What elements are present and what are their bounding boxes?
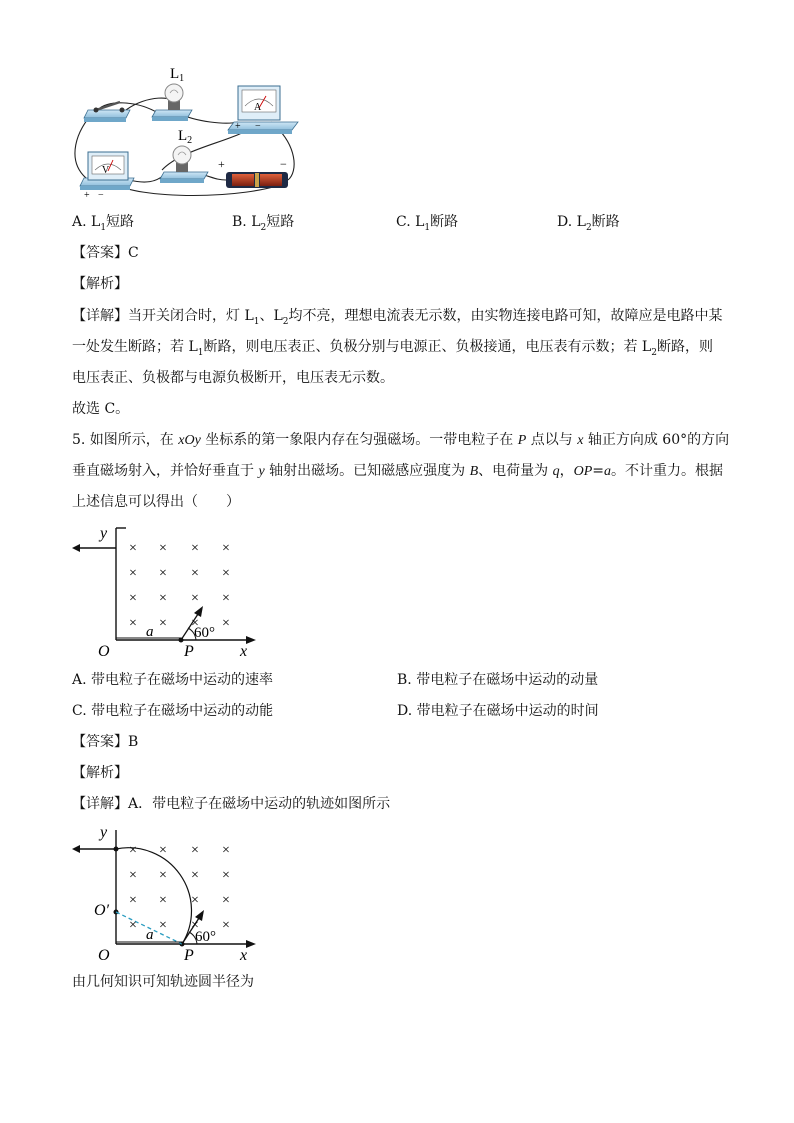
svg-text:×: × [159,591,167,606]
svg-text:A: A [254,102,262,113]
q5-detail: 【详解】A．带电粒子在磁场中运动的轨迹如图所示 [72,796,391,812]
ammeter [228,86,298,134]
svg-text:×: × [159,868,167,883]
svg-text:×: × [222,918,230,933]
svg-text:×: × [129,616,137,631]
svg-text:×: × [129,591,137,606]
q5-analysis-label: 【解析】 [72,765,128,781]
svg-text:+: + [218,157,225,171]
q4-detail-line-2: 一处发生断路；若 $L_1$断路，则电压表正、负极分别与电源正、负极接通，电压表有示数；若 $L_2$断路，则 [72,339,713,358]
svg-text:×: × [159,616,167,631]
svg-text:60°: 60° [195,929,216,945]
q5-option-b: B. 带电粒子在磁场中运动的动量 [397,672,599,688]
svg-text:×: × [191,591,199,606]
svg-text:y: y [100,824,108,841]
svg-text:y: y [100,525,108,542]
svg-text:×: × [222,868,230,883]
svg-text:O′: O′ [94,902,110,919]
q4-option-a: A. $L_1$短路 [72,214,135,233]
svg-text:×: × [191,541,199,556]
svg-text:×: × [129,868,137,883]
svg-text:−: − [255,121,261,132]
q5-stem-line-2: 垂直磁场射入，并恰好垂直于 y 轴射出磁场。已知磁感应强度为 B、电荷量为 q，OP=a。不计重力。根据 [72,463,723,479]
svg-text:x: x [240,947,248,964]
q5-trajectory-figure [66,820,266,968]
label-l2: $L_2$ [178,128,193,146]
svg-text:×: × [191,566,199,581]
svg-text:a: a [146,927,154,943]
svg-text:×: × [191,918,199,933]
svg-text:×: × [159,541,167,556]
svg-text:×: × [222,616,230,631]
q4-option-c: C. $L_1$断路 [396,214,459,233]
bulb-l1 [152,84,192,121]
svg-text:−: − [280,157,287,171]
q4-conclusion: 故选 C。 [72,401,130,417]
q5-stem-line-1: 5. 如图所示，在 xOy 坐标系的第一象限内存在匀强磁场。一带电粒子在 P 点以与 x 轴正方向成 60°的方向 [72,432,730,448]
svg-text:×: × [159,566,167,581]
svg-text:a: a [146,624,154,640]
svg-text:×: × [191,893,199,908]
q4-option-d: D. $L_2$断路 [557,214,620,233]
svg-text:+: + [84,190,90,201]
svg-text:×: × [159,918,167,933]
q5-field-figure [66,518,266,663]
svg-text:×: × [129,843,137,858]
svg-text:×: × [129,893,137,908]
q4-detail-line-1: 【详解】当开关闭合时，灯 $L_1$、$L_2$均不亮，理想电流表无示数，由实物连接电路可知，故障应是电路中某 [72,308,723,327]
svg-text:×: × [222,893,230,908]
label-l1: $L_1$ [170,66,185,84]
q5-stem-line-3: 上述信息可以得出（ ） [72,494,240,510]
bulb-l2 [160,146,208,183]
q5-option-a: A. 带电粒子在磁场中运动的速率 [72,672,274,688]
q4-analysis-label: 【解析】 [72,276,128,292]
svg-text:×: × [191,843,199,858]
q4-detail-line-3: 电压表正、负极都与电源负极断开，电压表无示数。 [72,370,394,386]
svg-text:×: × [222,541,230,556]
svg-text:×: × [159,843,167,858]
svg-text:x: x [240,643,248,660]
q5-option-d: D. 带电粒子在磁场中运动的时间 [397,703,599,719]
q5-tail-text: 由几何知识可知轨迹圆半径为 [72,974,254,990]
q5-answer: 【答案】B [72,734,139,750]
circuit-diagram [66,60,306,205]
voltmeter [80,152,134,201]
svg-text:P: P [184,947,194,964]
svg-text:×: × [129,541,137,556]
q5-option-c: C. 带电粒子在磁场中运动的动能 [72,703,274,719]
svg-text:O: O [98,947,110,964]
q4-answer: 【答案】C [72,245,139,261]
svg-text:60°: 60° [194,625,215,641]
svg-text:+: + [235,121,241,132]
svg-text:V: V [102,165,110,176]
svg-text:×: × [129,918,137,933]
svg-text:×: × [222,843,230,858]
svg-text:O: O [98,643,110,660]
svg-text:P: P [184,643,194,660]
svg-text:×: × [159,893,167,908]
battery [218,157,288,188]
q4-option-b: B. $L_2$短路 [232,214,295,233]
svg-text:×: × [191,616,199,631]
svg-text:×: × [129,566,137,581]
svg-text:×: × [191,868,199,883]
svg-text:−: − [98,190,104,201]
svg-text:×: × [222,591,230,606]
svg-text:×: × [222,566,230,581]
